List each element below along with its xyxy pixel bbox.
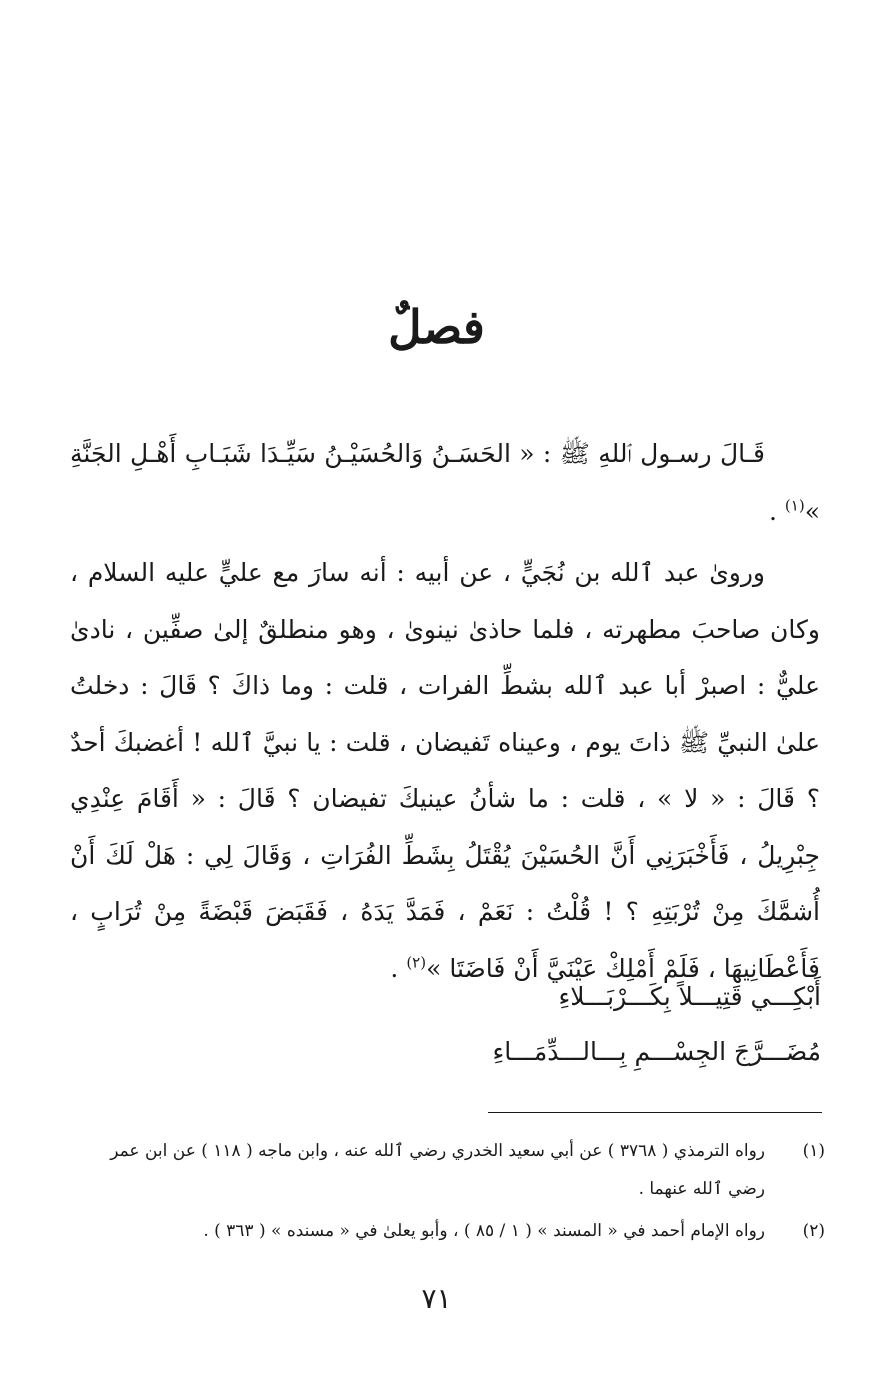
poem-verse-line-2: مُضَـــرَّجَ الجِسْـــمِ بِـــالـــدِّمَـــاءِ bbox=[492, 1037, 821, 1066]
footnotes bbox=[70, 1132, 825, 1250]
footnote-text: رواه الإمام أحمد في « المسند » ( ١ / ٨٥ ) ، وأبو يعلىٰ في « مسنده » ( ٣٦٣ ) . bbox=[203, 1221, 765, 1241]
paragraph-2-text: وروىٰ عبد ٱلله بن نُجَيٍّ ، عن أبيه : أنه سارَ مع عليٍّ عليه السلام ، وكان صاحبَ مطهرته ، فلما حاذىٰ نينوىٰ ، وهو منطلقٌ إلىٰ صفِّين ، نادىٰ عليٌّ : اصبرْ أبا عبد ٱلله بشطِّ الفرات ، قلت : وما ذاكَ ؟ قَالَ : دخلتُ علىٰ النبيِّ ﷺ ذاتَ يوم ، وعيناه تَفيضان ، قلت : يا نبيَّ ٱلله ! أغضبكَ أحدٌ ؟ قَالَ : « لا » ، قلت : ما شأنُ عينيكَ تفيضان ؟ قَالَ : « أَقَامَ عِنْدِي جِبْرِيلُ ، فَأَخْبَرَنِي أَنَّ الحُسَيْنَ يُقْتَلُ بِشَطِّ الفُرَاتِ ، وَقَالَ لِي : هَلْ لَكَ أَنْ أُشمَّكَ مِنْ تُرْبَتِهِ ؟ ! قُلْتُ : نَعَمْ ، فَمَدَّ يَدَهُ ، فَقَبَضَ قَبْضَةً مِنْ تُرَابٍ ، فَأَعْطَانِيهَا ، فَلَمْ أَمْلِكْ عَيْنَيَّ أَنْ فَاضَتَا » bbox=[70, 558, 820, 983]
footnote-1 bbox=[70, 1132, 825, 1208]
poem-verse-line-1: أَبْكِـــي قَتِيـــلاً بِكَـــرْبَـــلاءِ bbox=[558, 982, 821, 1011]
section-title: فصلٌ bbox=[388, 300, 485, 354]
page-number: ٧١ bbox=[421, 1282, 452, 1315]
paragraph-1-end: . bbox=[769, 497, 785, 526]
footnote-number: (١) bbox=[802, 1141, 825, 1161]
footnote-ref-2: (٢) bbox=[406, 953, 427, 972]
footnote-text: رواه الترمذي ( ٣٧٦٨ ) عن أبي سعيد الخدري رضي ٱلله عنه ، وابن ماجه ( ١١٨ ) عن ابن عمر رضي ٱلله عنهما . bbox=[110, 1141, 765, 1199]
narration-paragraph-2 bbox=[70, 545, 820, 997]
hadith-paragraph-1 bbox=[70, 425, 820, 541]
paragraph-2-end: . bbox=[390, 953, 407, 983]
footnote-divider bbox=[488, 1112, 822, 1113]
footnote-ref-1: (١) bbox=[784, 496, 805, 515]
footnote-2 bbox=[70, 1212, 825, 1250]
paragraph-1-text: قَـالَ رسـول ٱللهِ ﷺ : « الحَسَـنُ وَالحُسَيْـنُ سَيِّـدَا شَبَـابِ أَهْـلِ الجَنَّةِ » bbox=[70, 439, 820, 526]
footnote-number: (٢) bbox=[802, 1221, 825, 1241]
